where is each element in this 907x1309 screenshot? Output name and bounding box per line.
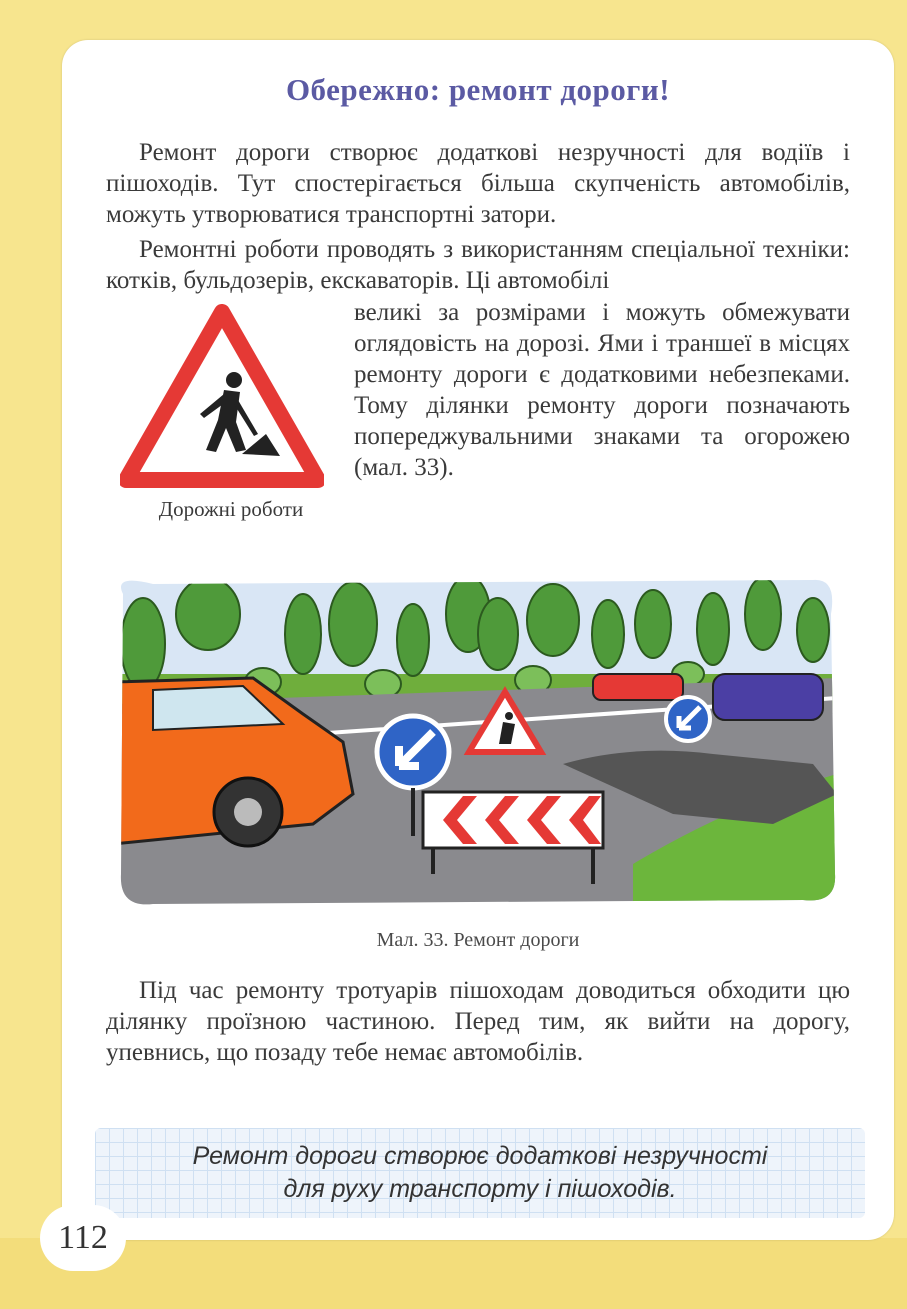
paragraph-2-side: великі за розмірами і можуть обмежувати оглядовість на дорозі. Ями і траншеї в місцях ремонту дороги є додатковими небезпеками. Тому ділянки ремонту дороги позначають попереджувальними знаками та огорожею (мал. 33). (354, 299, 850, 481)
summary-line-2: для руху транспорту і пішоходів. (283, 1175, 677, 1203)
figure-caption: Мал. 33. Ремонт дороги (376, 929, 580, 951)
paragraph-3: Під час ремонту тротуарів пішоходам доводиться обходити цю ділянку проїзною частиною. Перед тим, як вийти на дорогу, упевнись, що позаду тебе немає автомобілів. (106, 977, 850, 1066)
page-title: Обережно: ремонт дороги! (285, 72, 671, 107)
paragraph-2-top: Ремонтні роботи проводять з використанням спеціальної техніки: котків, бульдозерів, екскаваторів. Ці автомобілі (106, 236, 850, 294)
road-works-sign-icon (120, 304, 324, 490)
summary-text (95, 1140, 865, 1206)
summary-line-1: Ремонт дороги створює додаткові незручності (192, 1142, 768, 1170)
bottom-band (0, 1238, 907, 1309)
paragraph-1: Ремонт дороги створює додаткові незручності для водіїв і пішоходів. Тут спостерігається більша скупченість автомобілів, можуть утворюватися транспортні затори. (106, 139, 850, 228)
page-number: 112 (40, 1205, 126, 1271)
sign-caption: Дорожні роботи (158, 497, 304, 521)
road-repair-illustration (113, 574, 837, 908)
